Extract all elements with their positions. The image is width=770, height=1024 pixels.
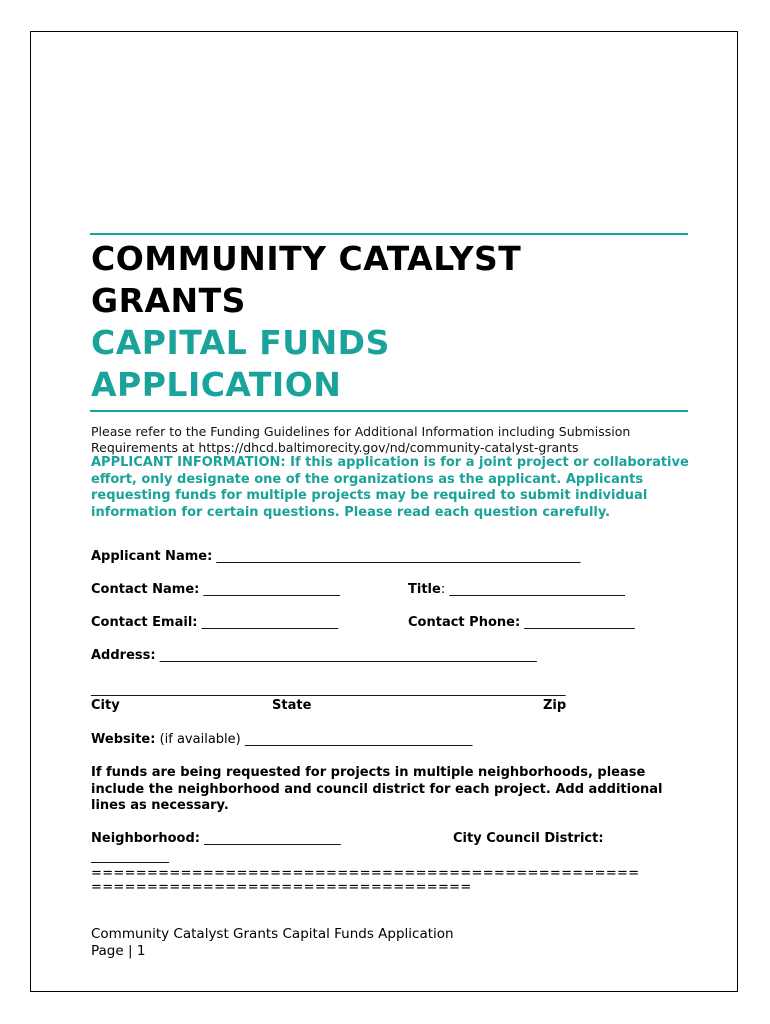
applicant-info-heading: APPLICANT INFORMATION: If this application is for a joint project or collaborative effort, only designate one of the organizations as the applicant. Applicants requesting funds for multiple projects may be required to submit individual information for certain questions. Please read each question carefully. bbox=[91, 455, 689, 520]
title-field[interactable]: ___________________________ bbox=[449, 582, 625, 597]
top-rule bbox=[90, 233, 688, 235]
contact-name-row bbox=[91, 582, 340, 597]
website-note: (if available) bbox=[159, 732, 241, 747]
title-label: Title bbox=[408, 582, 441, 597]
page-number: Page | 1 bbox=[91, 943, 146, 959]
city-state-zip-field[interactable]: _________________________________________________________________________ bbox=[91, 682, 566, 697]
neighborhood-label: Neighborhood: bbox=[91, 831, 200, 846]
state-label: State bbox=[272, 698, 312, 713]
contact-phone-field[interactable]: _________________ bbox=[524, 615, 635, 630]
subtitle-line-1: CAPITAL FUNDS bbox=[91, 323, 390, 362]
zip-label: Zip bbox=[543, 698, 567, 713]
website-field[interactable]: ___________________________________ bbox=[244, 732, 473, 747]
contact-name-label: Contact Name: bbox=[91, 582, 200, 597]
contact-phone-label: Contact Phone: bbox=[408, 615, 521, 630]
contact-name-field[interactable]: _____________________ bbox=[203, 582, 341, 597]
separator-line-1: ================================================= bbox=[91, 866, 640, 881]
title-colon: : bbox=[440, 582, 446, 597]
applicant-name-row bbox=[91, 549, 580, 564]
title-line-2: GRANTS bbox=[91, 281, 246, 320]
contact-phone-row bbox=[408, 615, 635, 630]
address-label: Address: bbox=[91, 648, 156, 663]
contact-email-row bbox=[91, 615, 338, 630]
address-field[interactable]: __________________________________________________________ bbox=[159, 648, 537, 663]
bottom-rule bbox=[90, 410, 688, 412]
intro-text: Please refer to the Funding Guidelines for Additional Information including Submission Requirements at https://dhcd.baltimorecity.gov/nd/community-catalyst-grants bbox=[91, 424, 631, 455]
applicant-name-field[interactable]: ________________________________________________________ bbox=[216, 549, 581, 564]
title-row bbox=[408, 582, 625, 597]
multi-neighborhood-note: If funds are being requested for projects in multiple neighborhoods, please include the neighborhood and council district for each project. Add additional lines as necessary. bbox=[91, 765, 663, 813]
footer-title: Community Catalyst Grants Capital Funds Application bbox=[91, 926, 454, 942]
subtitle-line-2: APPLICATION bbox=[91, 365, 342, 404]
city-label: City bbox=[91, 698, 120, 713]
neighborhood-field[interactable]: _____________________ bbox=[204, 831, 341, 846]
contact-email-field[interactable]: _____________________ bbox=[201, 615, 339, 630]
address-row bbox=[91, 648, 537, 663]
separator-line-2: ================================== bbox=[91, 880, 472, 895]
footer bbox=[91, 926, 454, 960]
council-district-label: City Council District: bbox=[453, 831, 604, 846]
website-label: Website: bbox=[91, 732, 156, 747]
title-line-1: COMMUNITY CATALYST bbox=[91, 239, 522, 278]
neighborhood-row bbox=[91, 831, 341, 846]
council-district-field[interactable]: ____________ bbox=[91, 849, 169, 864]
website-row bbox=[91, 732, 472, 747]
contact-email-label: Contact Email: bbox=[91, 615, 198, 630]
applicant-name-label: Applicant Name: bbox=[91, 549, 213, 564]
